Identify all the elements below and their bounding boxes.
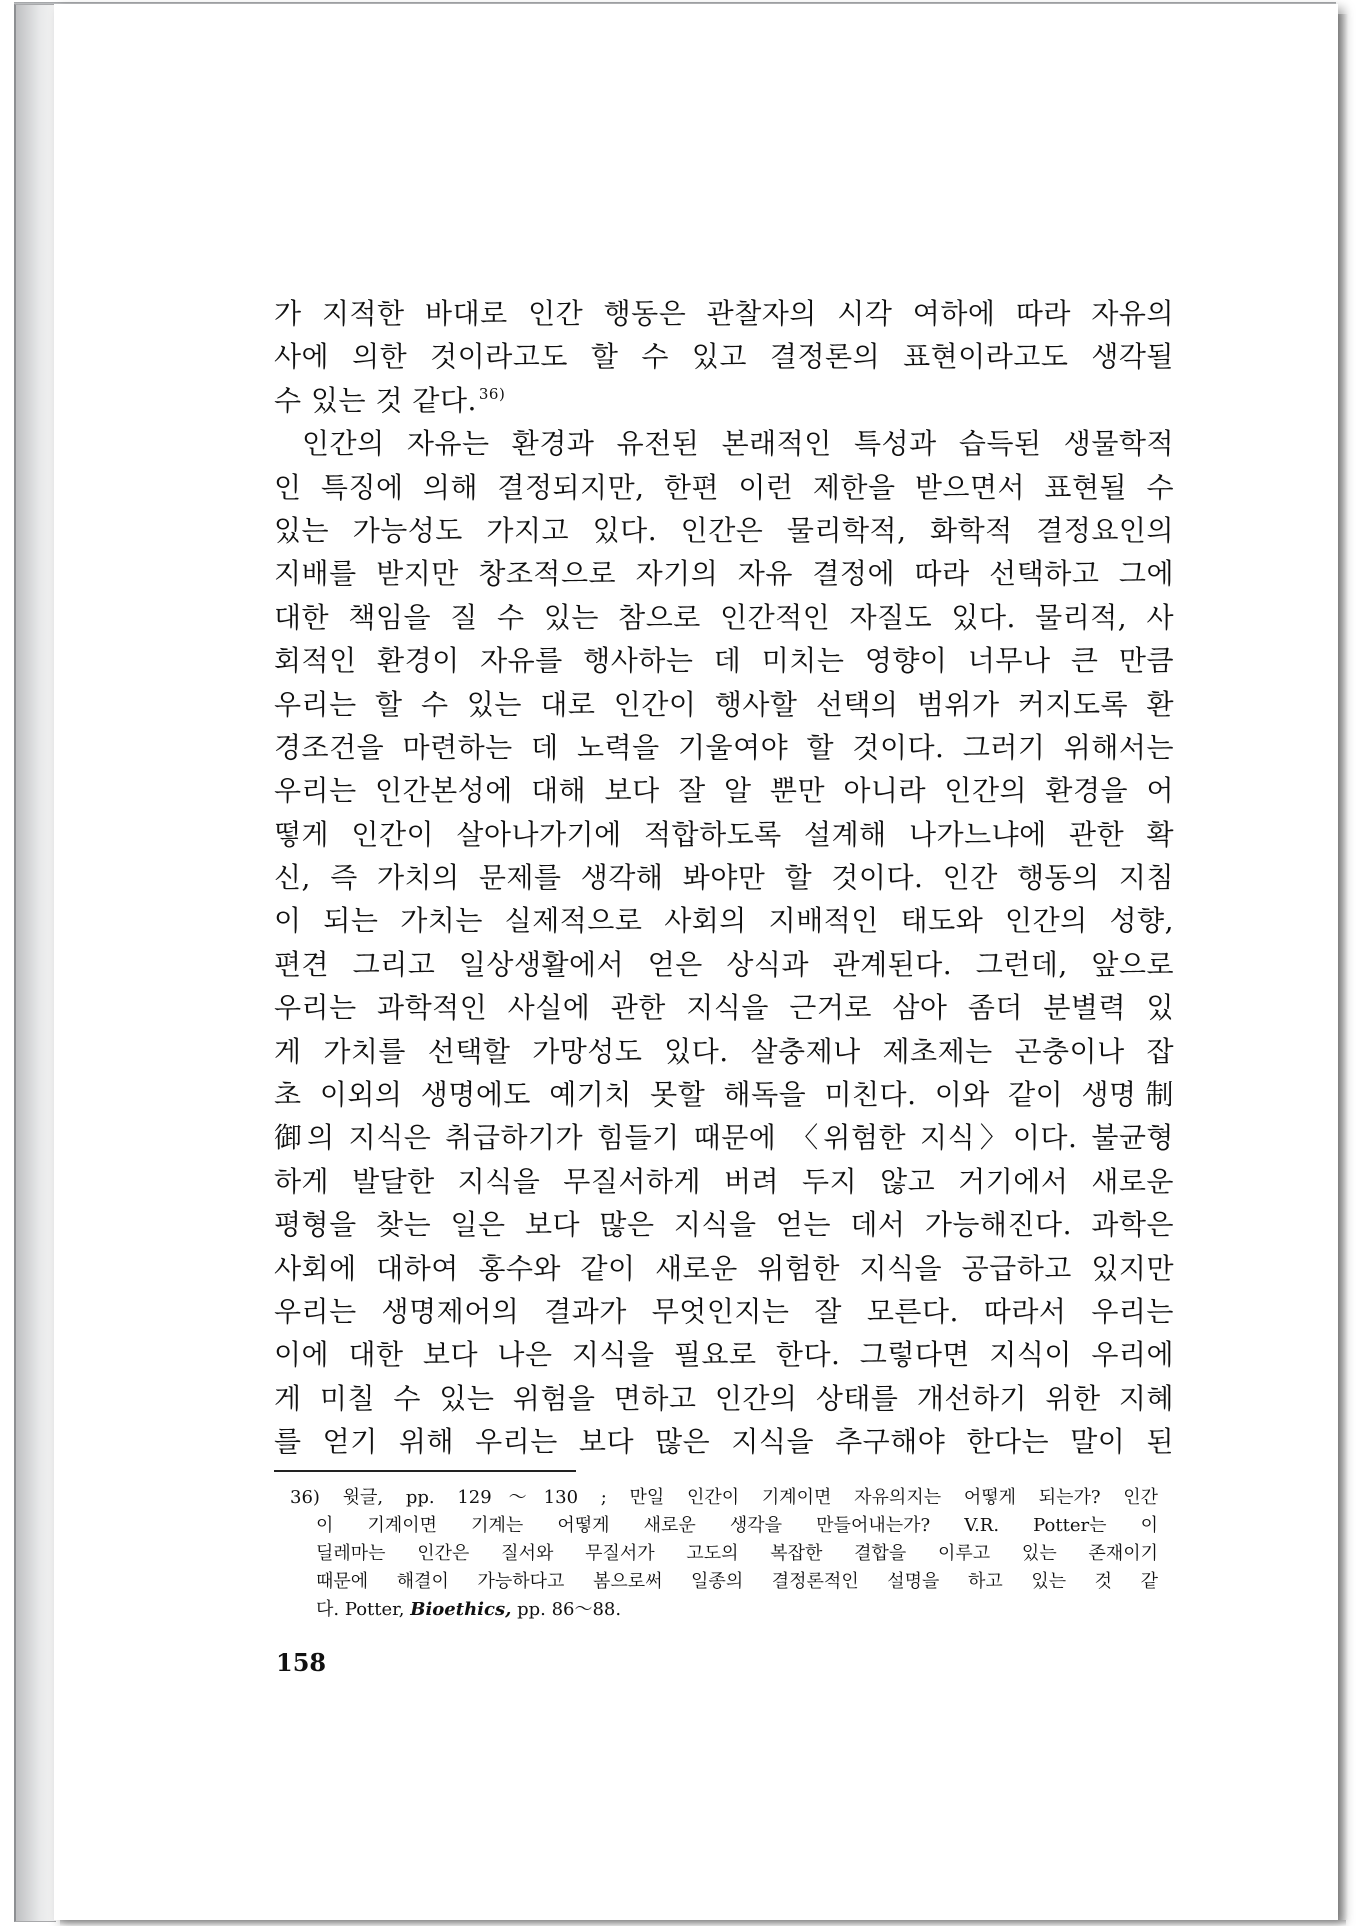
body-line: 우리는 생명제어의 결과가 무엇인지는 잘 모른다. 따라서 우리는 [274, 1294, 1174, 1328]
page-shadow-bottom [60, 1920, 1346, 1926]
body-line: 편견 그리고 일상생활에서 얻은 상식과 관계된다. 그런데, 앞으로 [274, 947, 1174, 981]
footnote-line: 딜레마는 인간은 질서와 무질서가 고도의 복잡한 결합을 이루고 있는 존재이기 [316, 1543, 1158, 1564]
body-line: 우리는 할 수 있는 대로 인간이 행사할 선택의 범위가 커지도록 환 [274, 687, 1174, 721]
body-line: 인 특징에 의해 결정되지만, 한편 이런 제한을 받으면서 표현될 수 [274, 470, 1174, 504]
page-number: 158 [276, 1648, 327, 1677]
body-line [274, 379, 1174, 422]
body-line: 를 얻기 위해 우리는 보다 많은 지식을 추구해야 한다는 말이 된 [274, 1425, 1174, 1459]
footnote-divider [274, 1470, 576, 1472]
footnote-line [290, 1596, 1158, 1624]
footnote-line: 36) 윗글, pp. 129～130 ; 만일 인간이 기계이면 자유의지는 어떻게 되는가? 인간 [290, 1487, 1158, 1508]
body-line: 우리는 과학적인 사실에 관한 지식을 근거로 삼아 좀더 분별력 있 [274, 991, 1174, 1025]
body-line: 지배를 받지만 창조적으로 자기의 자유 결정에 따라 선택하고 그에 [274, 557, 1174, 591]
body-line: 평형을 찾는 일은 보다 많은 지식을 얻는 데서 가능해진다. 과학은 [274, 1208, 1174, 1242]
footnote-line: 때문에 해결이 가능하다고 봄으로써 일종의 결정론적인 설명을 하고 있는 것 같 [316, 1571, 1158, 1592]
body-line-text: 수 있는 것 같다. [274, 383, 477, 417]
footnote-reference: 36) [478, 384, 506, 403]
book-spine [14, 4, 56, 1922]
body-line: 사회에 대하여 홍수와 같이 새로운 위험한 지식을 공급하고 있지만 [274, 1251, 1174, 1285]
body-line: 경조건을 마련하는 데 노력을 기울여야 할 것이다. 그러기 위해서는 [274, 730, 1174, 764]
footnote-text: 다. Potter, [316, 1599, 411, 1620]
body-line: 신, 즉 가치의 문제를 생각해 봐야만 할 것이다. 인간 행동의 지침 [274, 861, 1174, 895]
body-line: 인간의 자유는 환경과 유전된 본래적인 특성과 습득된 생물학적 [302, 427, 1174, 461]
body-line: 사에 의한 것이라고도 할 수 있고 결정론의 표현이라고도 생각될 [274, 340, 1174, 374]
body-line: 가 지적한 바대로 인간 행동은 관찰자의 시각 여하에 따라 자유의 [274, 297, 1174, 330]
body-line: 이에 대한 보다 나은 지식을 필요로 한다. 그렇다면 지식이 우리에 [274, 1338, 1174, 1372]
body-line: 게 미칠 수 있는 위험을 면하고 인간의 상태를 개선하기 위한 지혜 [274, 1381, 1174, 1415]
body-line: 御의 지식은 취급하기가 힘들기 때문에 〈위험한 지식〉이다. 불균형 [274, 1121, 1174, 1155]
footnote-line: 이 기계이면 기계는 어떻게 새로운 생각을 만들어내는가? V.R. Potter는 이 [316, 1515, 1158, 1536]
body-line: 있는 가능성도 가지고 있다. 인간은 물리학적, 화학적 결정요인의 [274, 513, 1174, 547]
body-line: 이 되는 가치는 실제적으로 사회의 지배적인 태도와 인간의 성향, [274, 904, 1174, 938]
body-line: 회적인 환경이 자유를 행사하는 데 미치는 영향이 너무나 큰 만큼 [274, 644, 1174, 678]
body-line: 게 가치를 선택할 가망성도 있다. 살충제나 제초제는 곤충이나 잡 [274, 1034, 1174, 1068]
page-shadow [1338, 14, 1348, 1920]
book-title: Bioethics, [410, 1599, 512, 1620]
body-line: 우리는 인간본성에 대해 보다 잘 알 뿐만 아니라 인간의 환경을 어 [274, 774, 1174, 808]
footnote-pages: pp. 86～88. [511, 1599, 622, 1620]
body-line: 하게 발달한 지식을 무질서하게 버려 두지 않고 거기에서 새로운 [274, 1164, 1174, 1198]
body-line: 대한 책임을 질 수 있는 참으로 인간적인 자질도 있다. 물리적, 사 [274, 600, 1174, 634]
body-line: 떻게 인간이 살아나가기에 적합하도록 설계해 나가느냐에 관한 확 [274, 817, 1174, 851]
body-text [274, 292, 1174, 1464]
body-line: 초 이외의 생명에도 예기치 못할 해독을 미친다. 이와 같이 생명制 [274, 1078, 1174, 1112]
footnote [290, 1484, 1158, 1624]
